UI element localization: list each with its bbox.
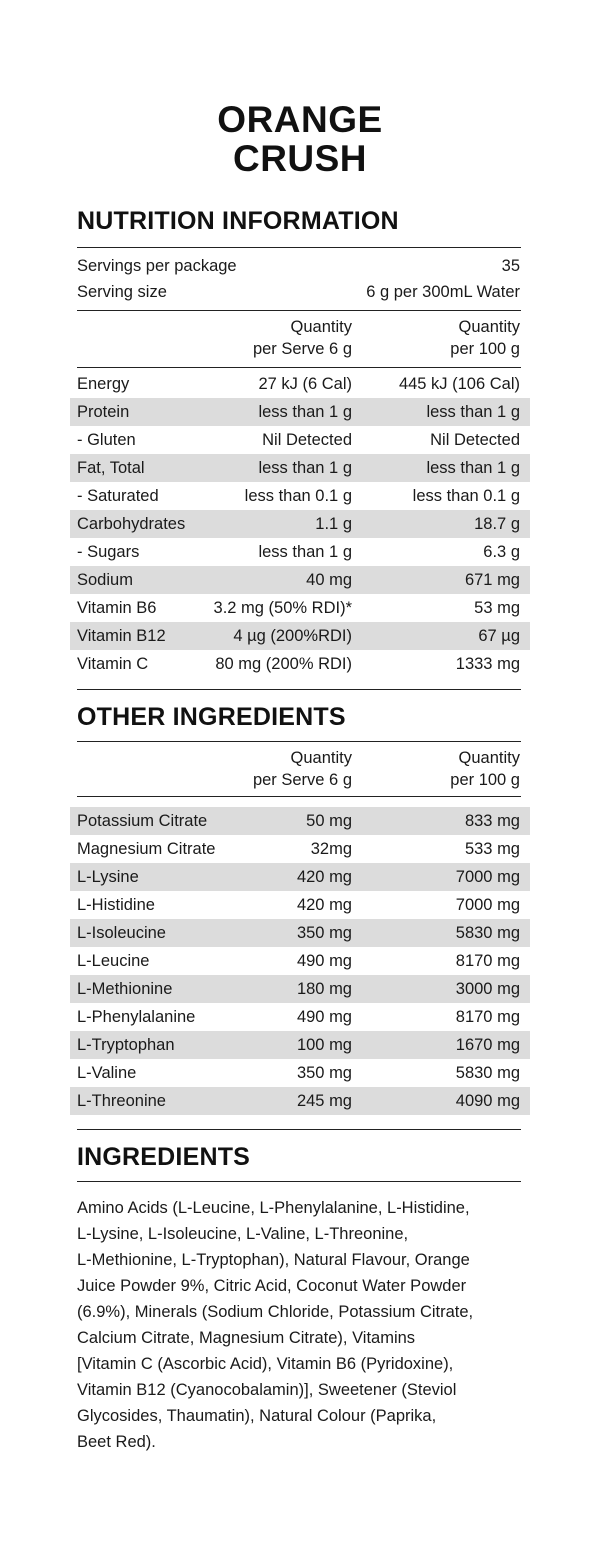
- row-name: - Gluten: [77, 431, 136, 449]
- table-row: [70, 454, 530, 482]
- col-100g-header-line2: per 100 g: [450, 340, 520, 358]
- row-name: Energy: [77, 375, 130, 393]
- table-row: [70, 426, 530, 454]
- other-col-100g-header-line2: per 100 g: [450, 771, 520, 789]
- ingredients-line: L-Lysine, L-Isoleucine, L-Valine, L-Threonine,: [77, 1225, 409, 1243]
- product-name-line1: ORANGE: [217, 99, 383, 140]
- table-row: [70, 398, 530, 426]
- row-per-100g: less than 1 g: [426, 403, 520, 421]
- row-per-100g: 4090 mg: [455, 1092, 520, 1110]
- row-per-serve: 490 mg: [296, 1008, 352, 1026]
- table-row: [70, 835, 530, 863]
- ingredients-line: [Vitamin C (Ascorbic Acid), Vitamin B6 (Pyridoxine),: [77, 1355, 454, 1373]
- table-row: [70, 1059, 530, 1087]
- row-per-serve: 100 mg: [296, 1036, 352, 1054]
- table-row: [70, 650, 530, 678]
- divider: [77, 796, 521, 797]
- table-row: [70, 538, 530, 566]
- row-name: L-Tryptophan: [77, 1036, 175, 1054]
- ingredients-line: Amino Acids (L-Leucine, L-Phenylalanine, L-Histidine,: [77, 1199, 470, 1217]
- col-100g-header: [450, 316, 520, 360]
- row-per-serve: 32mg: [310, 840, 352, 858]
- table-row: [70, 566, 530, 594]
- row-name: Vitamin B12: [77, 627, 166, 645]
- row-per-100g: 7000 mg: [455, 896, 520, 914]
- other-col-100g-header-line1: Quantity: [458, 749, 520, 767]
- row-per-serve: 245 mg: [296, 1092, 352, 1110]
- ingredients-line: Juice Powder 9%, Citric Acid, Coconut Water Powder: [77, 1277, 467, 1295]
- ingredients-line: L-Methionine, L-Tryptophan), Natural Flavour, Orange: [77, 1251, 470, 1269]
- nutrition-heading: NUTRITION INFORMATION: [77, 207, 399, 235]
- row-per-100g: 445 kJ (106 Cal): [398, 375, 520, 393]
- ingredients-line: Vitamin B12 (Cyanocobalamin)], Sweetener (Steviol: [77, 1381, 457, 1399]
- other-col-serve-header-line1: Quantity: [290, 749, 352, 767]
- row-per-serve: 350 mg: [296, 1064, 352, 1082]
- row-per-100g: less than 1 g: [426, 459, 520, 477]
- row-per-100g: 533 mg: [464, 840, 520, 858]
- row-name: - Sugars: [77, 543, 140, 561]
- table-row: [70, 1087, 530, 1115]
- servings-label: Servings per package: [77, 257, 237, 275]
- serving-size-value: 6 g per 300mL Water: [366, 283, 520, 301]
- row-per-serve: 1.1 g: [315, 515, 352, 533]
- row-per-100g: 1333 mg: [455, 655, 520, 673]
- row-name: Fat, Total: [77, 459, 145, 477]
- divider: [77, 741, 521, 742]
- row-per-100g: 18.7 g: [474, 515, 520, 533]
- table-row: [70, 482, 530, 510]
- col-100g-header-line1: Quantity: [458, 318, 520, 336]
- row-name: Sodium: [77, 571, 133, 589]
- row-per-serve: 80 mg (200% RDI): [215, 655, 352, 673]
- divider: [77, 247, 521, 248]
- row-per-serve: 180 mg: [296, 980, 352, 998]
- row-name: L-Leucine: [77, 952, 150, 970]
- table-row: [70, 863, 530, 891]
- row-per-serve: Nil Detected: [262, 431, 352, 449]
- row-per-serve: 420 mg: [296, 896, 352, 914]
- row-per-serve: 4 µg (200%RDI): [233, 627, 352, 645]
- table-row: [70, 891, 530, 919]
- row-name: L-Methionine: [77, 980, 173, 998]
- table-row: [70, 919, 530, 947]
- row-per-100g: 1670 mg: [455, 1036, 520, 1054]
- row-per-serve: less than 1 g: [258, 543, 352, 561]
- divider: [77, 367, 521, 368]
- row-per-100g: 6.3 g: [483, 543, 520, 561]
- row-name: L-Lysine: [77, 868, 139, 886]
- ingredients-line: Beet Red).: [77, 1433, 156, 1451]
- row-per-serve: 27 kJ (6 Cal): [258, 375, 352, 393]
- row-name: L-Valine: [77, 1064, 137, 1082]
- table-row: [70, 594, 530, 622]
- row-per-100g: less than 0.1 g: [412, 487, 520, 505]
- ingredients-line: Calcium Citrate, Magnesium Citrate), Vitamins: [77, 1329, 416, 1347]
- ingredients-line: Glycosides, Thaumatin), Natural Colour (Paprika,: [77, 1407, 437, 1425]
- row-name: L-Histidine: [77, 896, 155, 914]
- divider: [77, 1181, 521, 1182]
- ingredients-heading: INGREDIENTS: [77, 1143, 251, 1171]
- ingredients-text: [77, 1195, 537, 1455]
- servings-value: 35: [501, 257, 520, 275]
- row-name: Protein: [77, 403, 130, 421]
- row-per-serve: 350 mg: [296, 924, 352, 942]
- row-per-100g: 8170 mg: [455, 952, 520, 970]
- other-col-100g-header: [450, 747, 520, 791]
- ingredients-line: (6.9%), Minerals (Sodium Chloride, Potassium Citrate,: [77, 1303, 474, 1321]
- table-row: [70, 510, 530, 538]
- row-name: - Saturated: [77, 487, 159, 505]
- other-ingredients-heading: OTHER INGREDIENTS: [77, 703, 346, 731]
- col-serve-header-line2: per Serve 6 g: [252, 340, 352, 358]
- table-row: [70, 947, 530, 975]
- divider: [77, 310, 521, 311]
- row-name: Vitamin C: [77, 655, 149, 673]
- row-per-100g: 671 mg: [464, 571, 520, 589]
- table-row: [70, 807, 530, 835]
- serving-size-label: Serving size: [77, 283, 167, 301]
- product-name-line2: CRUSH: [232, 138, 368, 179]
- divider: [77, 689, 521, 690]
- row-per-100g: 7000 mg: [455, 868, 520, 886]
- row-per-serve: less than 1 g: [258, 403, 352, 421]
- divider: [77, 1129, 521, 1130]
- row-per-100g: 5830 mg: [455, 924, 520, 942]
- other-col-serve-header-line2: per Serve 6 g: [252, 771, 352, 789]
- row-per-serve: 40 mg: [306, 571, 352, 589]
- row-name: L-Threonine: [77, 1092, 166, 1110]
- row-per-serve: 490 mg: [296, 952, 352, 970]
- row-per-100g: 53 mg: [474, 599, 520, 617]
- other-col-serve-header: [253, 747, 352, 791]
- row-name: Vitamin B6: [77, 599, 157, 617]
- row-per-100g: 833 mg: [464, 812, 520, 830]
- table-row: [70, 975, 530, 1003]
- row-name: L-Phenylalanine: [77, 1008, 196, 1026]
- col-serve-header-line1: Quantity: [290, 318, 352, 336]
- row-per-100g: 3000 mg: [455, 980, 520, 998]
- row-per-serve: 3.2 mg (50% RDI)*: [213, 599, 352, 617]
- row-name: Carbohydrates: [77, 515, 186, 533]
- row-per-serve: 420 mg: [296, 868, 352, 886]
- row-per-100g: 5830 mg: [455, 1064, 520, 1082]
- row-per-serve: less than 0.1 g: [244, 487, 352, 505]
- col-serve-header: [253, 316, 352, 360]
- row-per-serve: 50 mg: [306, 812, 352, 830]
- row-name: Magnesium Citrate: [77, 840, 216, 858]
- row-per-100g: 8170 mg: [455, 1008, 520, 1026]
- row-per-serve: less than 1 g: [258, 459, 352, 477]
- row-per-100g: 67 µg: [478, 627, 520, 645]
- table-row: [70, 622, 530, 650]
- row-name: Potassium Citrate: [77, 812, 208, 830]
- table-row: [70, 1003, 530, 1031]
- table-row: [70, 370, 530, 398]
- row-name: L-Isoleucine: [77, 924, 166, 942]
- row-per-100g: Nil Detected: [430, 431, 520, 449]
- table-row: [70, 1031, 530, 1059]
